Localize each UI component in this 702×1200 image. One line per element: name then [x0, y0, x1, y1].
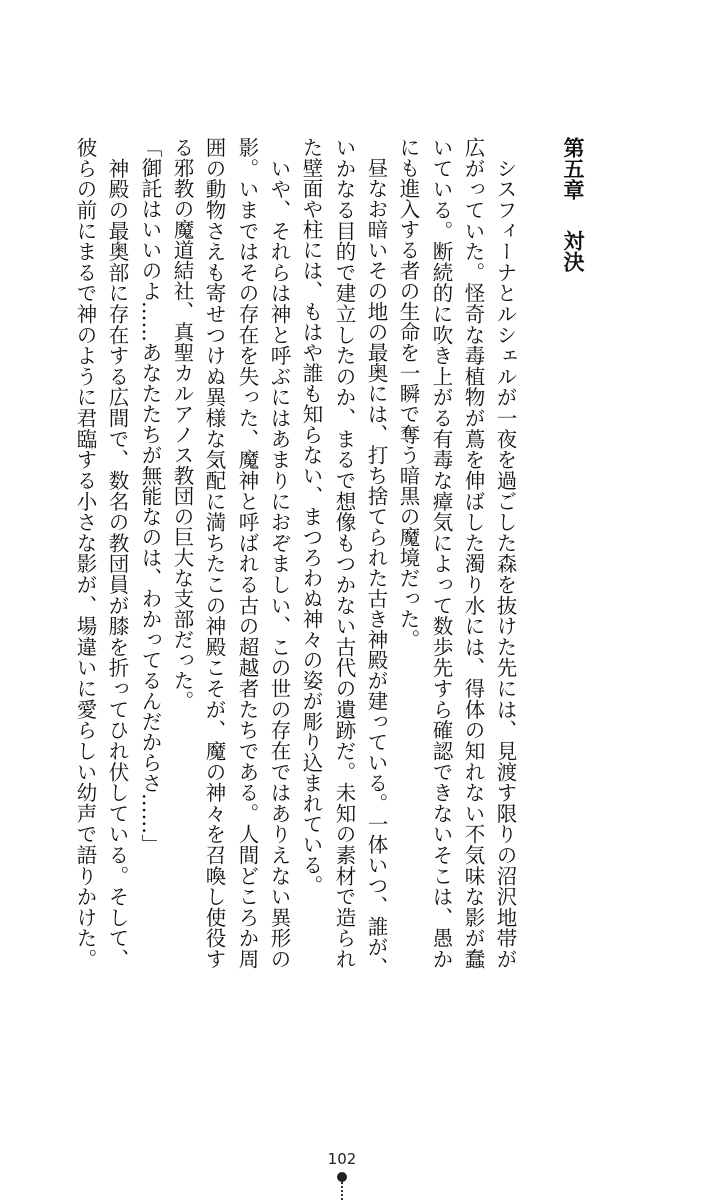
text-line: 神殿の最奥部に存在する広間で、数名の教団員が膝を折ってひれ伏している。そして、 — [105, 137, 129, 969]
text-line: シスフィーナとルシェルが一夜を過ごした森を抜けた先には、見渡す限りの沼沢地帯が — [493, 137, 517, 969]
text-line: 囲の動物さえも寄せつけぬ異様な気配に満ちたこの神殿こそが、魔の神々を召喚し使役す — [202, 137, 226, 969]
dialogue-line: 「御託はいいのよ……あなたたちが無能なのは、わかってるんだからさ……」 — [138, 137, 162, 855]
page-marker-line — [341, 1182, 343, 1200]
text-line: る邪教の魔道結社、真聖カルアノス教団の巨大な支部だった。 — [170, 137, 194, 711]
chapter-number: 第五章 — [561, 137, 585, 200]
text-line: 広がっていた。怪奇な毒植物が蔦を伸ばした濁り水には、得体の知れない不気味な影が蠢 — [461, 137, 485, 969]
text-line: いや、それらは神と呼ぶにはあまりにおぞましい、この世の存在ではありえない異形の — [267, 137, 291, 969]
text-line: いかなる目的で建立したのか、まるで想像もつかない古代の遺跡だ。未知の素材で造られ — [332, 137, 356, 969]
text-line: 彼らの前にまるで神のように君臨する小さな影が、場違いに愛らしい幼声で語りかけた。 — [73, 137, 97, 969]
text-line: 昼なお暗いその地の最奥には、打ち捨てられた古き神殿が建っている。一体いつ、誰が、 — [364, 137, 388, 978]
text-line: た壁面や柱には、もはや誰も知らない、まつろわぬ神々の姿が彫り込まれている。 — [299, 137, 323, 896]
text-line: にも進入する者の生命を一瞬で奪う暗黒の魔境だった。 — [396, 137, 420, 650]
chapter-heading — [558, 137, 588, 297]
text-line: 影。いまではその存在を失った、魔神と呼ばれる古の超越者たちである。人間どころか周 — [235, 137, 259, 969]
page-marker-dot-icon — [337, 1172, 347, 1182]
text-line: いている。断続的に吹き上がる有毒な瘴気によって数歩先すら確認できないそこは、愚か — [429, 137, 453, 969]
chapter-title: 対決 — [561, 230, 585, 272]
page-number: 102 — [327, 1150, 357, 1168]
